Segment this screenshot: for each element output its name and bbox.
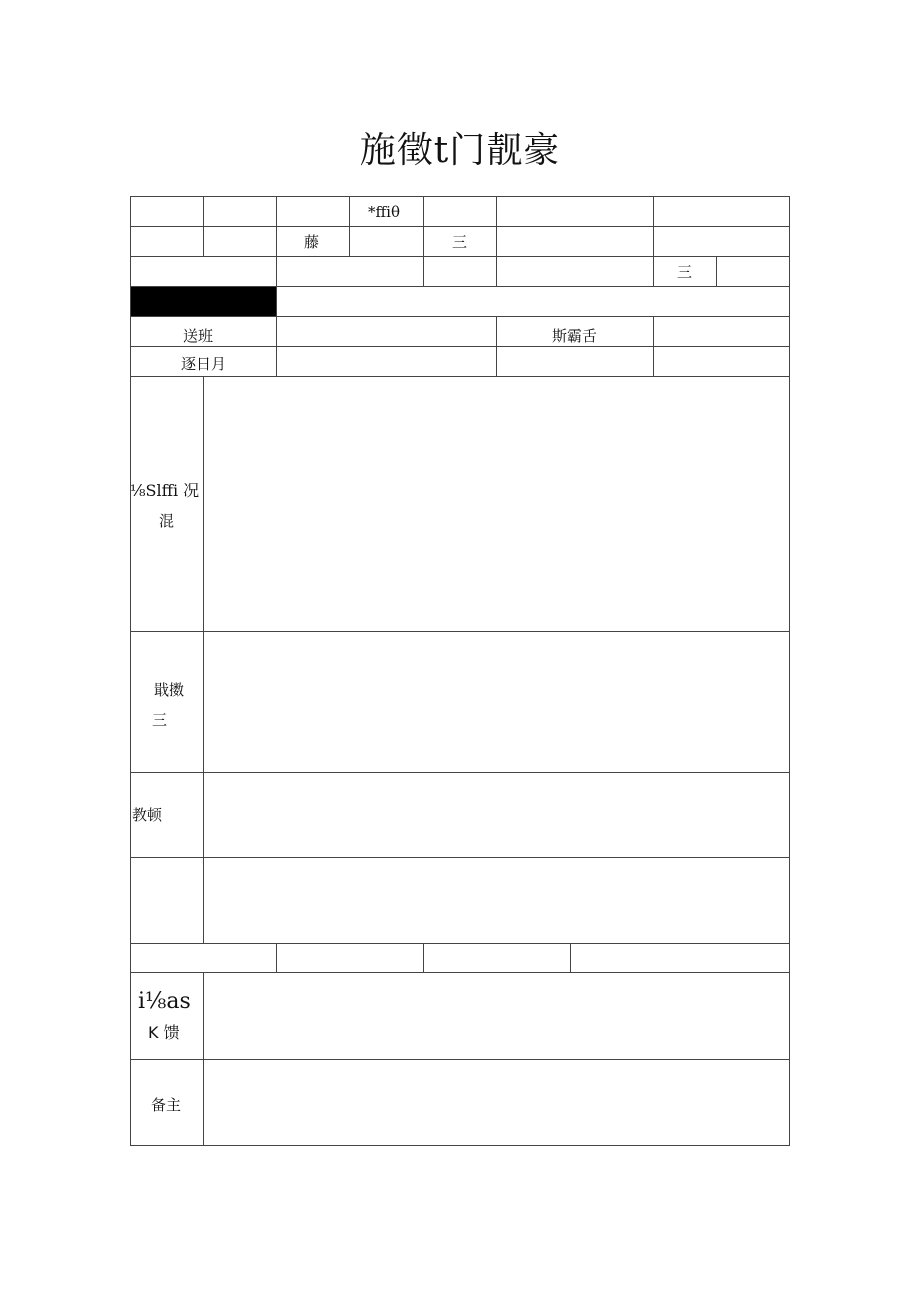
row-b-cell-4[interactable] xyxy=(570,943,790,973)
row3-cell-2[interactable] xyxy=(276,256,424,287)
document-title: 施徵t门靓豪 xyxy=(359,130,561,171)
section1-content-cell[interactable] xyxy=(203,376,790,632)
row4-value-cell[interactable] xyxy=(276,286,790,317)
section6-label: 备主 xyxy=(151,1096,182,1114)
row1-cell-2[interactable] xyxy=(203,196,277,227)
row4-redacted-cell xyxy=(130,286,277,317)
row3-cell-6[interactable] xyxy=(716,256,790,287)
section2-label-cell xyxy=(130,631,204,773)
section6-content-cell[interactable] xyxy=(203,1059,790,1146)
row6-value-cell-3[interactable] xyxy=(653,346,790,377)
row-b-cell-2[interactable] xyxy=(276,943,424,973)
row2-cell-7[interactable] xyxy=(653,226,790,257)
row-b-cell-1[interactable] xyxy=(130,943,277,973)
section4-content-cell[interactable] xyxy=(203,857,790,944)
section5-label-line1: i⅛as xyxy=(138,989,191,1014)
section2-content-cell[interactable] xyxy=(203,631,790,773)
section2-label-line2: 三 xyxy=(152,711,168,729)
row5-label-left: 送班 xyxy=(183,327,214,345)
row6-value-cell-2[interactable] xyxy=(496,346,654,377)
row6-value-cell-1[interactable] xyxy=(276,346,497,377)
section1-label-line1: ⅛Slffi 况 xyxy=(130,481,200,500)
section5-label-line2: K 馈 xyxy=(148,1023,180,1042)
section3-label: 教顿 xyxy=(132,806,163,824)
row1-cell-7[interactable] xyxy=(653,196,790,227)
section2-label-line1: 戢擞 xyxy=(154,681,185,699)
row5-value-cell-1[interactable] xyxy=(276,316,497,347)
row2-cell-6[interactable] xyxy=(496,226,654,257)
row1-cell-3[interactable] xyxy=(276,196,350,227)
row2-label-a: 藤 xyxy=(304,233,320,251)
row2-cell-2[interactable] xyxy=(203,226,277,257)
row1-cell-6[interactable] xyxy=(496,196,654,227)
row5-label-right: 斯霸舌 xyxy=(552,327,598,345)
section1-label-line2: 混 xyxy=(159,512,175,530)
row-b-cell-3[interactable] xyxy=(423,943,571,973)
row3-label: 三 xyxy=(677,263,693,281)
section5-label-cell xyxy=(130,972,204,1060)
row2-label-b: 三 xyxy=(452,233,468,251)
row3-cell-4[interactable] xyxy=(496,256,654,287)
section4-label-cell xyxy=(130,857,204,944)
row2-cell-1[interactable] xyxy=(130,226,204,257)
section3-content-cell[interactable] xyxy=(203,772,790,858)
row2-cell-4[interactable] xyxy=(349,226,424,257)
section5-content-cell[interactable] xyxy=(203,972,790,1060)
row1-cell-1[interactable] xyxy=(130,196,204,227)
row1-label: *ffiθ xyxy=(368,203,400,221)
row3-cell-1[interactable] xyxy=(130,256,277,287)
section1-label-cell xyxy=(130,376,204,632)
row5-value-cell-2[interactable] xyxy=(653,316,790,347)
row1-cell-5[interactable] xyxy=(423,196,497,227)
row3-cell-3[interactable] xyxy=(423,256,497,287)
row6-label-left: 逐日月 xyxy=(181,355,227,373)
